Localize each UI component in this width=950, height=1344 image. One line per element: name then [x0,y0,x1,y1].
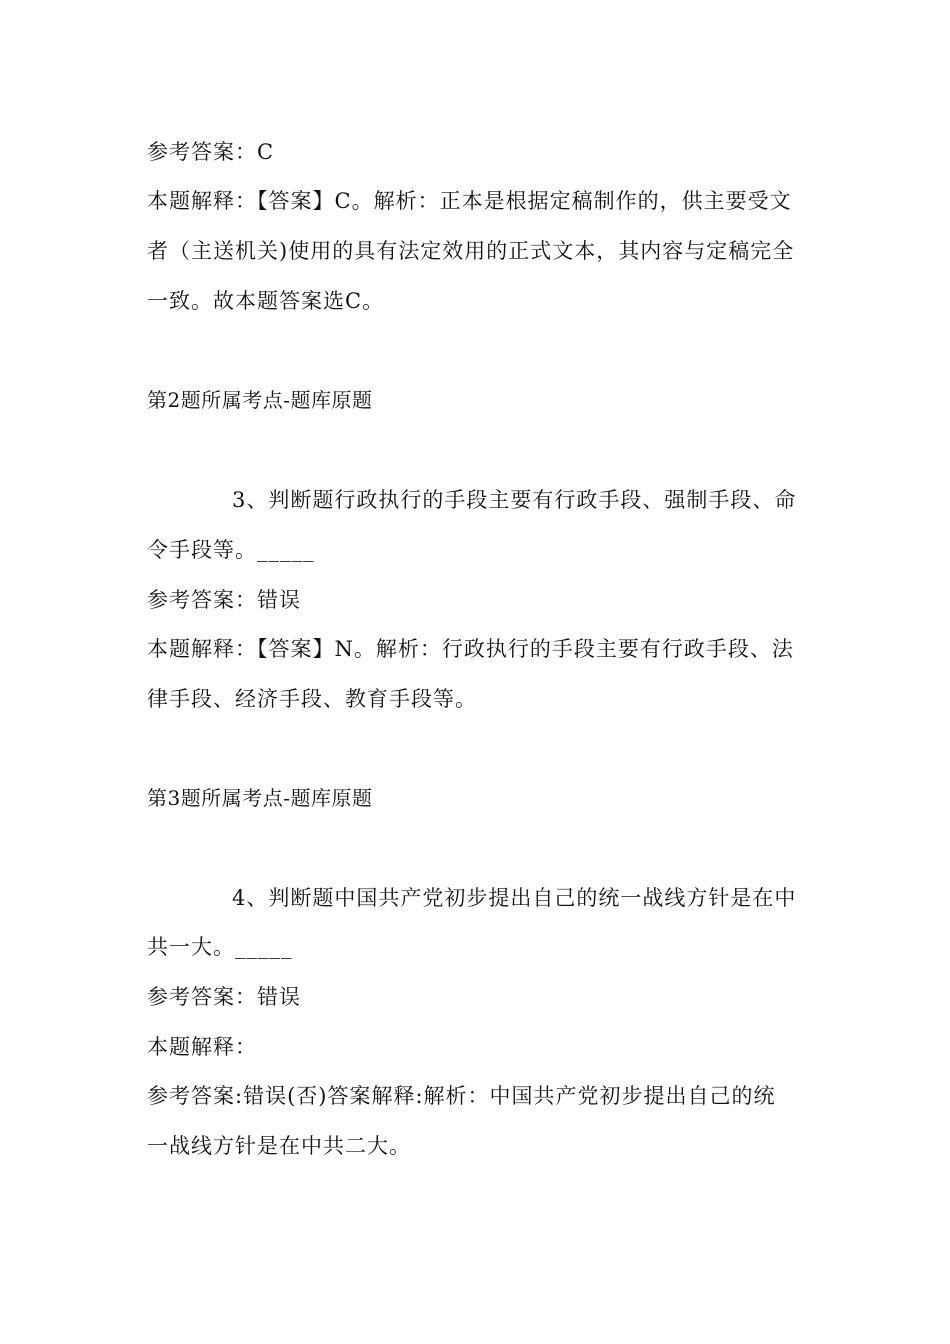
q2-explanation-line-1: 本题解释：【答案】C。解析：正本是根据定稿制作的，供主要受文 [147,189,792,213]
q4-explanation-label: 本题解释： [147,1035,257,1059]
q2-explanation-line-2: 者（主送机关)使用的具有法定效用的正式文本，其内容与定稿完全 [147,239,795,263]
q3-explanation-line-2: 律手段、经济手段、教育手段等。 [147,687,477,711]
q3-explanation-line-1: 本题解释：【答案】N。解析：行政执行的手段主要有行政手段、法 [147,637,794,661]
q3-question-line-2: 令手段等。_____ [147,538,315,562]
q2-section-heading: 第2题所属考点-题库原题 [147,388,373,412]
q3-question-line-1: 3、判断题行政执行的手段主要有行政手段、强制手段、命 [232,488,797,512]
q4-answer: 参考答案：错误 [147,985,301,1009]
q4-explanation-line-1: 参考答案:错误(否)答案解释:解析：中国共产党初步提出自己的统 [147,1084,776,1108]
q3-answer: 参考答案：错误 [147,588,301,612]
q4-explanation-line-2: 一战线方针是在中共二大。 [147,1134,411,1158]
q4-question-line-1: 4、判断题中国共产党初步提出自己的统一战线方针是在中 [232,886,797,910]
q4-question-line-2: 共一大。_____ [147,935,293,959]
q2-explanation-line-3: 一致。故本题答案选C。 [147,289,385,313]
q2-answer: 参考答案：C [147,140,275,164]
q3-section-heading: 第3题所属考点-题库原题 [147,786,373,810]
